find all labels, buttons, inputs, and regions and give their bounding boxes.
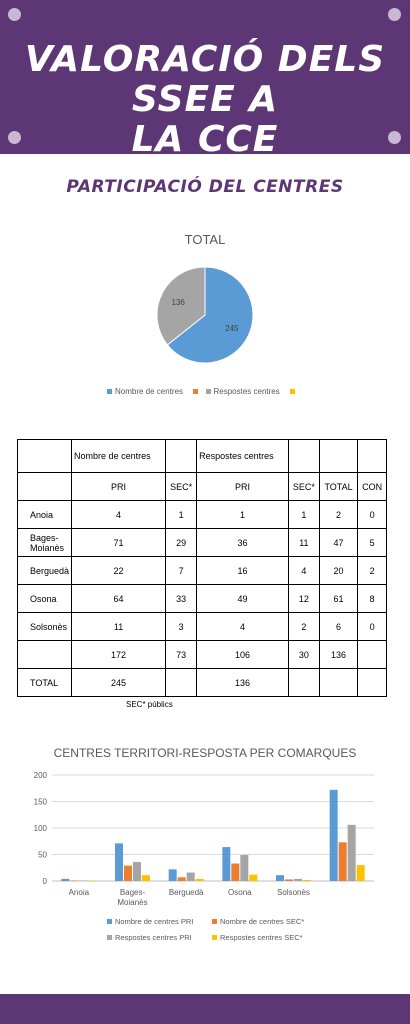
bar [187,873,195,881]
table-cell: 1 [166,501,197,529]
table-cell: 4 [72,501,166,529]
y-tick-label: 150 [33,797,47,807]
table-row [18,557,387,585]
table-cell: 29 [166,529,197,557]
table-cell [358,641,387,669]
table-note: SEC* públics [126,700,173,709]
table-cell [358,440,387,473]
legend-swatch [107,919,112,924]
table-header-row [18,473,387,501]
table-cell: 22 [72,557,166,585]
legend-swatch [290,389,295,394]
bar [133,862,141,881]
bar [196,879,204,881]
bar [142,875,150,881]
y-tick-label: 200 [33,771,47,780]
table-cell: 3 [166,613,197,641]
table-cell: 4 [197,613,289,641]
table-cell: 49 [197,585,289,613]
pie-legend-item [107,387,183,396]
table-cell: 2 [319,501,357,529]
bar [339,842,347,881]
bar [240,855,248,881]
row-label: Anoia [18,501,72,529]
table-cell: 5 [358,529,387,557]
corner-dot [8,8,21,21]
page-title [0,40,410,160]
corner-dot [388,8,401,21]
table-cell: 4 [288,557,319,585]
legend-swatch [212,935,217,940]
page-title-line2: LA CCE [131,119,279,160]
bar [124,866,132,881]
row-label: TOTAL [18,669,72,697]
legend-swatch [107,935,112,940]
table-cell: 7 [166,557,197,585]
section-heading: PARTICIPACIÓ DEL CENTRES [66,177,344,197]
table-cell: 61 [319,585,357,613]
bar [249,875,257,881]
table-cell: 33 [166,585,197,613]
pie-legend [107,387,298,396]
page-title-line1: VALORACIÓ DELS SSEE A [24,39,386,120]
x-tick-label: Bages- [119,888,146,897]
table-cell: 71 [72,529,166,557]
table-cell: 172 [72,641,166,669]
table-row [18,641,387,669]
table-cell [18,473,72,501]
x-tick-label: Berguedà [168,888,204,897]
legend-label: Nombre de centres PRI [115,917,194,926]
table-cell [288,669,319,697]
bar [79,880,87,881]
participation-table [17,439,387,697]
table-cell: 16 [197,557,289,585]
table-cell: 6 [319,613,357,641]
pie-data-label: 136 [171,298,185,308]
bar [61,879,69,881]
y-tick-label: 50 [38,850,47,860]
table-cell: 30 [288,641,319,669]
table-cell: 36 [197,529,289,557]
table-cell: 2 [358,557,387,585]
table-header-cell: Nombre de centres [72,440,166,473]
legend-label: Respostes centres [213,387,280,396]
legend-swatch [193,389,198,394]
table-cell: 64 [72,585,166,613]
table-header-cell: PRI [197,473,289,501]
pie-legend-item [290,387,298,396]
table-header-cell: CON [358,473,387,501]
row-label: Osona [18,585,72,613]
table-header-cell: SEC* [166,473,197,501]
table-row [18,669,387,697]
bar [115,843,123,881]
table-cell [166,440,197,473]
table-cell: 1 [288,501,319,529]
table-cell [319,669,357,697]
legend-swatch [206,389,211,394]
pie-chart-title: TOTAL [184,232,226,247]
table-cell: 136 [197,669,289,697]
bar [330,790,338,881]
legend-label: Nombre de centres SEC* [220,917,305,926]
table-header-cell: Respostes centres [197,440,289,473]
bar [294,879,302,881]
bar [222,847,230,881]
bar-chart-title: CENTRES TERRITORI-RESPOSTA PER COMARQUES [53,746,357,760]
table-cell: 1 [197,501,289,529]
legend-swatch [107,389,112,394]
table-cell: 11 [72,613,166,641]
x-tick-label: Moianès [117,898,148,907]
pie-data-label: 245 [225,323,239,333]
table-header-row [18,440,387,473]
x-tick-label: Osona [228,888,252,897]
bar [88,880,96,881]
pie-legend-item [193,387,201,396]
pie-chart [0,260,410,390]
table-cell: 0 [358,613,387,641]
bar [303,880,311,881]
table-cell: 11 [288,529,319,557]
bar [357,865,365,881]
table-cell: 12 [288,585,319,613]
table-row [18,501,387,529]
bar [70,880,78,881]
x-tick-label: Anoia [68,888,90,897]
legend-label: Respostes centres PRI [115,933,192,942]
table-header-cell: TOTAL [319,473,357,501]
table-cell: 20 [319,557,357,585]
table-cell: 0 [358,501,387,529]
table-cell: 106 [197,641,289,669]
bar [169,869,177,881]
table-cell [166,669,197,697]
table-row [18,585,387,613]
row-label: Solsonès [18,613,72,641]
bar [178,877,186,881]
table-cell [288,440,319,473]
x-tick-label: Solsonès [277,888,310,897]
table-cell: 136 [319,641,357,669]
table-cell: 73 [166,641,197,669]
row-label [18,641,72,669]
bar [348,825,356,881]
legend-label: Nombre de centres [115,387,184,396]
table-row [18,529,387,557]
bar [276,875,284,881]
row-label: Berguedà [18,557,72,585]
bar [285,879,293,881]
pie-legend-item [206,387,280,396]
table-cell [358,669,387,697]
table-row [18,613,387,641]
bar-chart [0,766,410,986]
bar [231,864,239,881]
legend-label: Respostes centres SEC* [220,933,303,942]
legend-swatch [212,919,217,924]
header-banner [0,0,410,160]
table-header-cell: PRI [72,473,166,501]
y-tick-label: 100 [33,824,47,833]
table-cell [18,440,72,473]
table-header-cell: SEC* [288,473,319,501]
table-cell: 8 [358,585,387,613]
table-cell: 47 [319,529,357,557]
table-cell [319,440,357,473]
row-label: Bages-Moianès [18,529,72,557]
y-tick-label: 0 [42,877,47,886]
table-cell: 245 [72,669,166,697]
footer-banner [0,994,410,1024]
table-cell: 2 [288,613,319,641]
